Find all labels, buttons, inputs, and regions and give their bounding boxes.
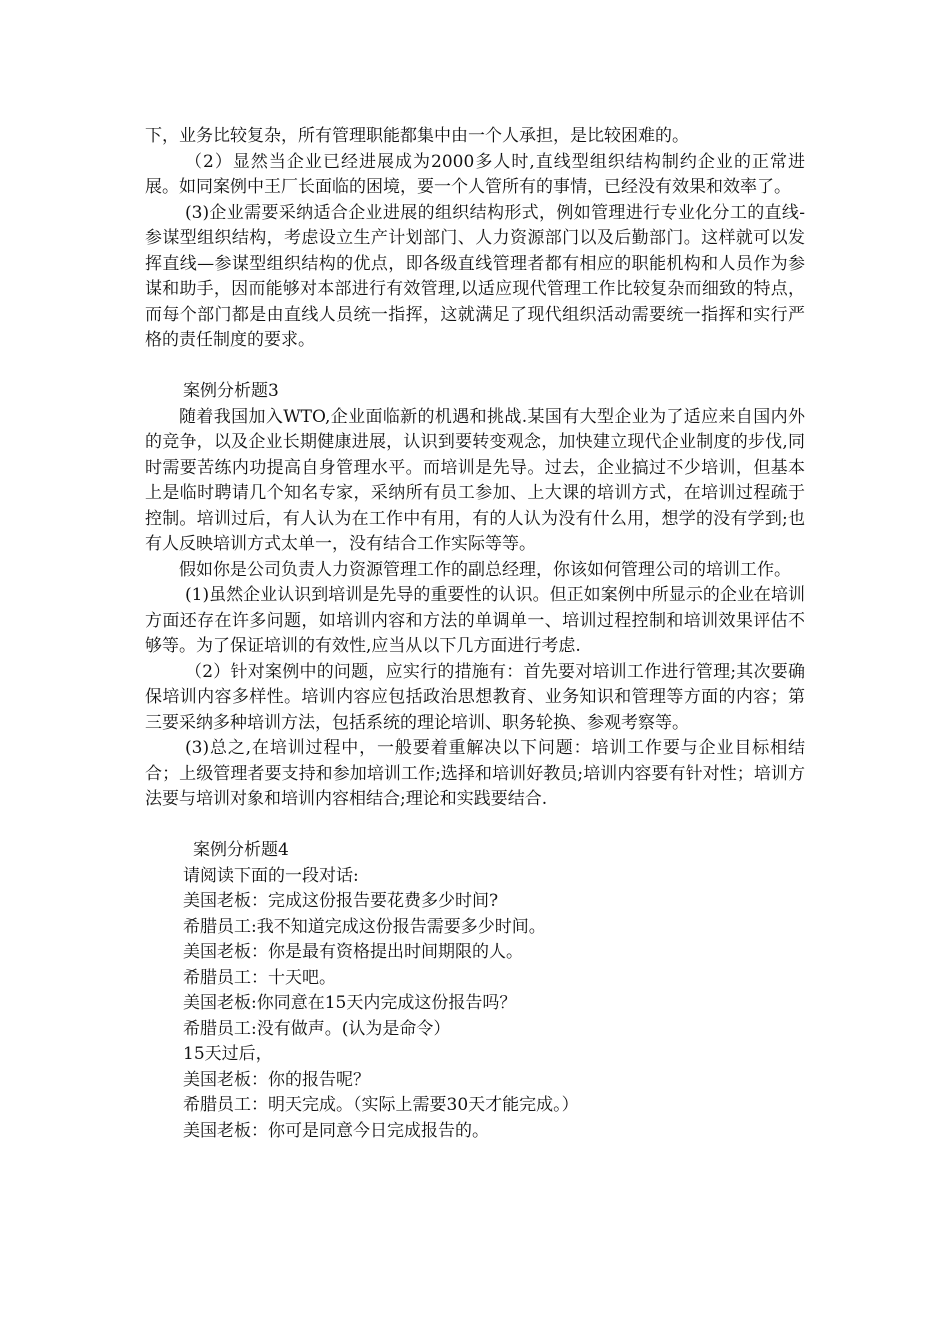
dialog-line: 希腊员工：明天完成。（实际上需要30天才能完成。）	[183, 1095, 579, 1115]
case4-dialog	[145, 864, 805, 1145]
paragraph-answer-2: （2）显然当企业已经进展成为2000多人时,直线型组织结构制约企业的正常进展。如同案例中王厂长面临的困境，要一个人管所有的事情，已经没有效果和效率了。	[145, 151, 805, 197]
case3-answer-2: （2）针对案例中的问题，应实行的措施有：首先要对培训工作进行管理;其次要确保培训内容多样性。培训内容应包括政治思想教育、业务知识和管理等方面的内容；第三要采纳多种培训方法，包括系统的理论培训、职务轮换、参观考察等。	[145, 661, 805, 733]
dialog-line: 美国老板：你是最有资格提出时间期限的人。	[183, 942, 523, 962]
case3-paragraph-1: 随着我国加入WTO,企业面临新的机遇和挑战.某国有大型企业为了适应来自国内外的竞争，以及企业长期健康进展，认识到要转变观念，加快建立现代企业制度的步伐,同时需要苦练内功提高自身管理水平。而培训是先导。过去，企业搞过不少培训，但基本上是临时聘请几个知名专家，采纳所有员工参加、上大课的培训方式，在培训过程疏于控制。培训过后，有人认为在工作中有用，有的人认为没有什么用，想学的没有学到;也有人反映培训方式太单一，没有结合工作实际等等。	[145, 406, 805, 554]
blank-line	[145, 813, 805, 839]
blank-line	[145, 354, 805, 380]
dialog-line: 美国老板：你可是同意今日完成报告的。	[183, 1120, 489, 1141]
dialog-line: 15天过后，	[183, 1044, 273, 1064]
dialog-line: 美国老板:你同意在15天内完成这份报告吗？	[183, 993, 517, 1013]
case3-paragraph-2: 假如你是公司负责人力资源管理工作的副总经理，你该如何管理公司的培训工作。	[179, 559, 791, 580]
paragraph-intro-tail: 下，业务比较复杂，所有管理职能都集中由一个人承担，是比较困难的。	[145, 126, 689, 146]
dialog-line: 美国老板：你的报告呢？	[183, 1069, 370, 1090]
case3-answer-1: (1)虽然企业认识到培训是先导的重要性的认识。但正如案例中所显示的企业在培训方面还存在许多问题，如培训内容和方法的单调单一、培训过程控制和培训效果评估不够等。为了保证培训的有效性,应当从以下几方面进行考虑.	[145, 585, 805, 656]
dialog-line: 希腊员工:没有做声。(认为是命令）	[183, 1018, 451, 1039]
document-page	[145, 124, 805, 1144]
paragraph-answer-3: (3)企业需要采纳适合企业进展的组织结构形式，例如管理进行专业化分工的直线-参谋型组织结构，考虑设立生产计划部门、人力资源部门以及后勤部门。这样就可以发挥直线—参谋型组织结构的优点，即各级直线管理者都有相应的职能机构和人员作为参谋和助手，因而能够对本部进行有效管理,以适应现代管理工作比较复杂而细致的特点，而每个部门都是由直线人员统一指挥，这就满足了现代组织活动需要统一指挥和实行严格的责任制度的要求。	[145, 202, 805, 350]
case3-title: 案例分析题3	[183, 381, 279, 401]
dialog-line: 美国老板：完成这份报告要花费多少时间?	[183, 891, 499, 911]
dialog-line: 请阅读下面的一段对话:	[183, 865, 359, 886]
case3-answer-3: (3)总之,在培训过程中，一般要着重解决以下问题：培训工作要与企业目标相结合；上级管理者要支持和参加培训工作;选择和培训好教员;培训内容要有针对性；培训方法要与培训对象和培训内容相结合;理论和实践要结合.	[145, 738, 805, 809]
dialog-line: 希腊员工:我不知道完成这份报告需要多少时间。	[183, 916, 546, 937]
case4-title: 案例分析题4	[193, 840, 289, 860]
dialog-line: 希腊员工：十天吧。	[183, 967, 336, 988]
